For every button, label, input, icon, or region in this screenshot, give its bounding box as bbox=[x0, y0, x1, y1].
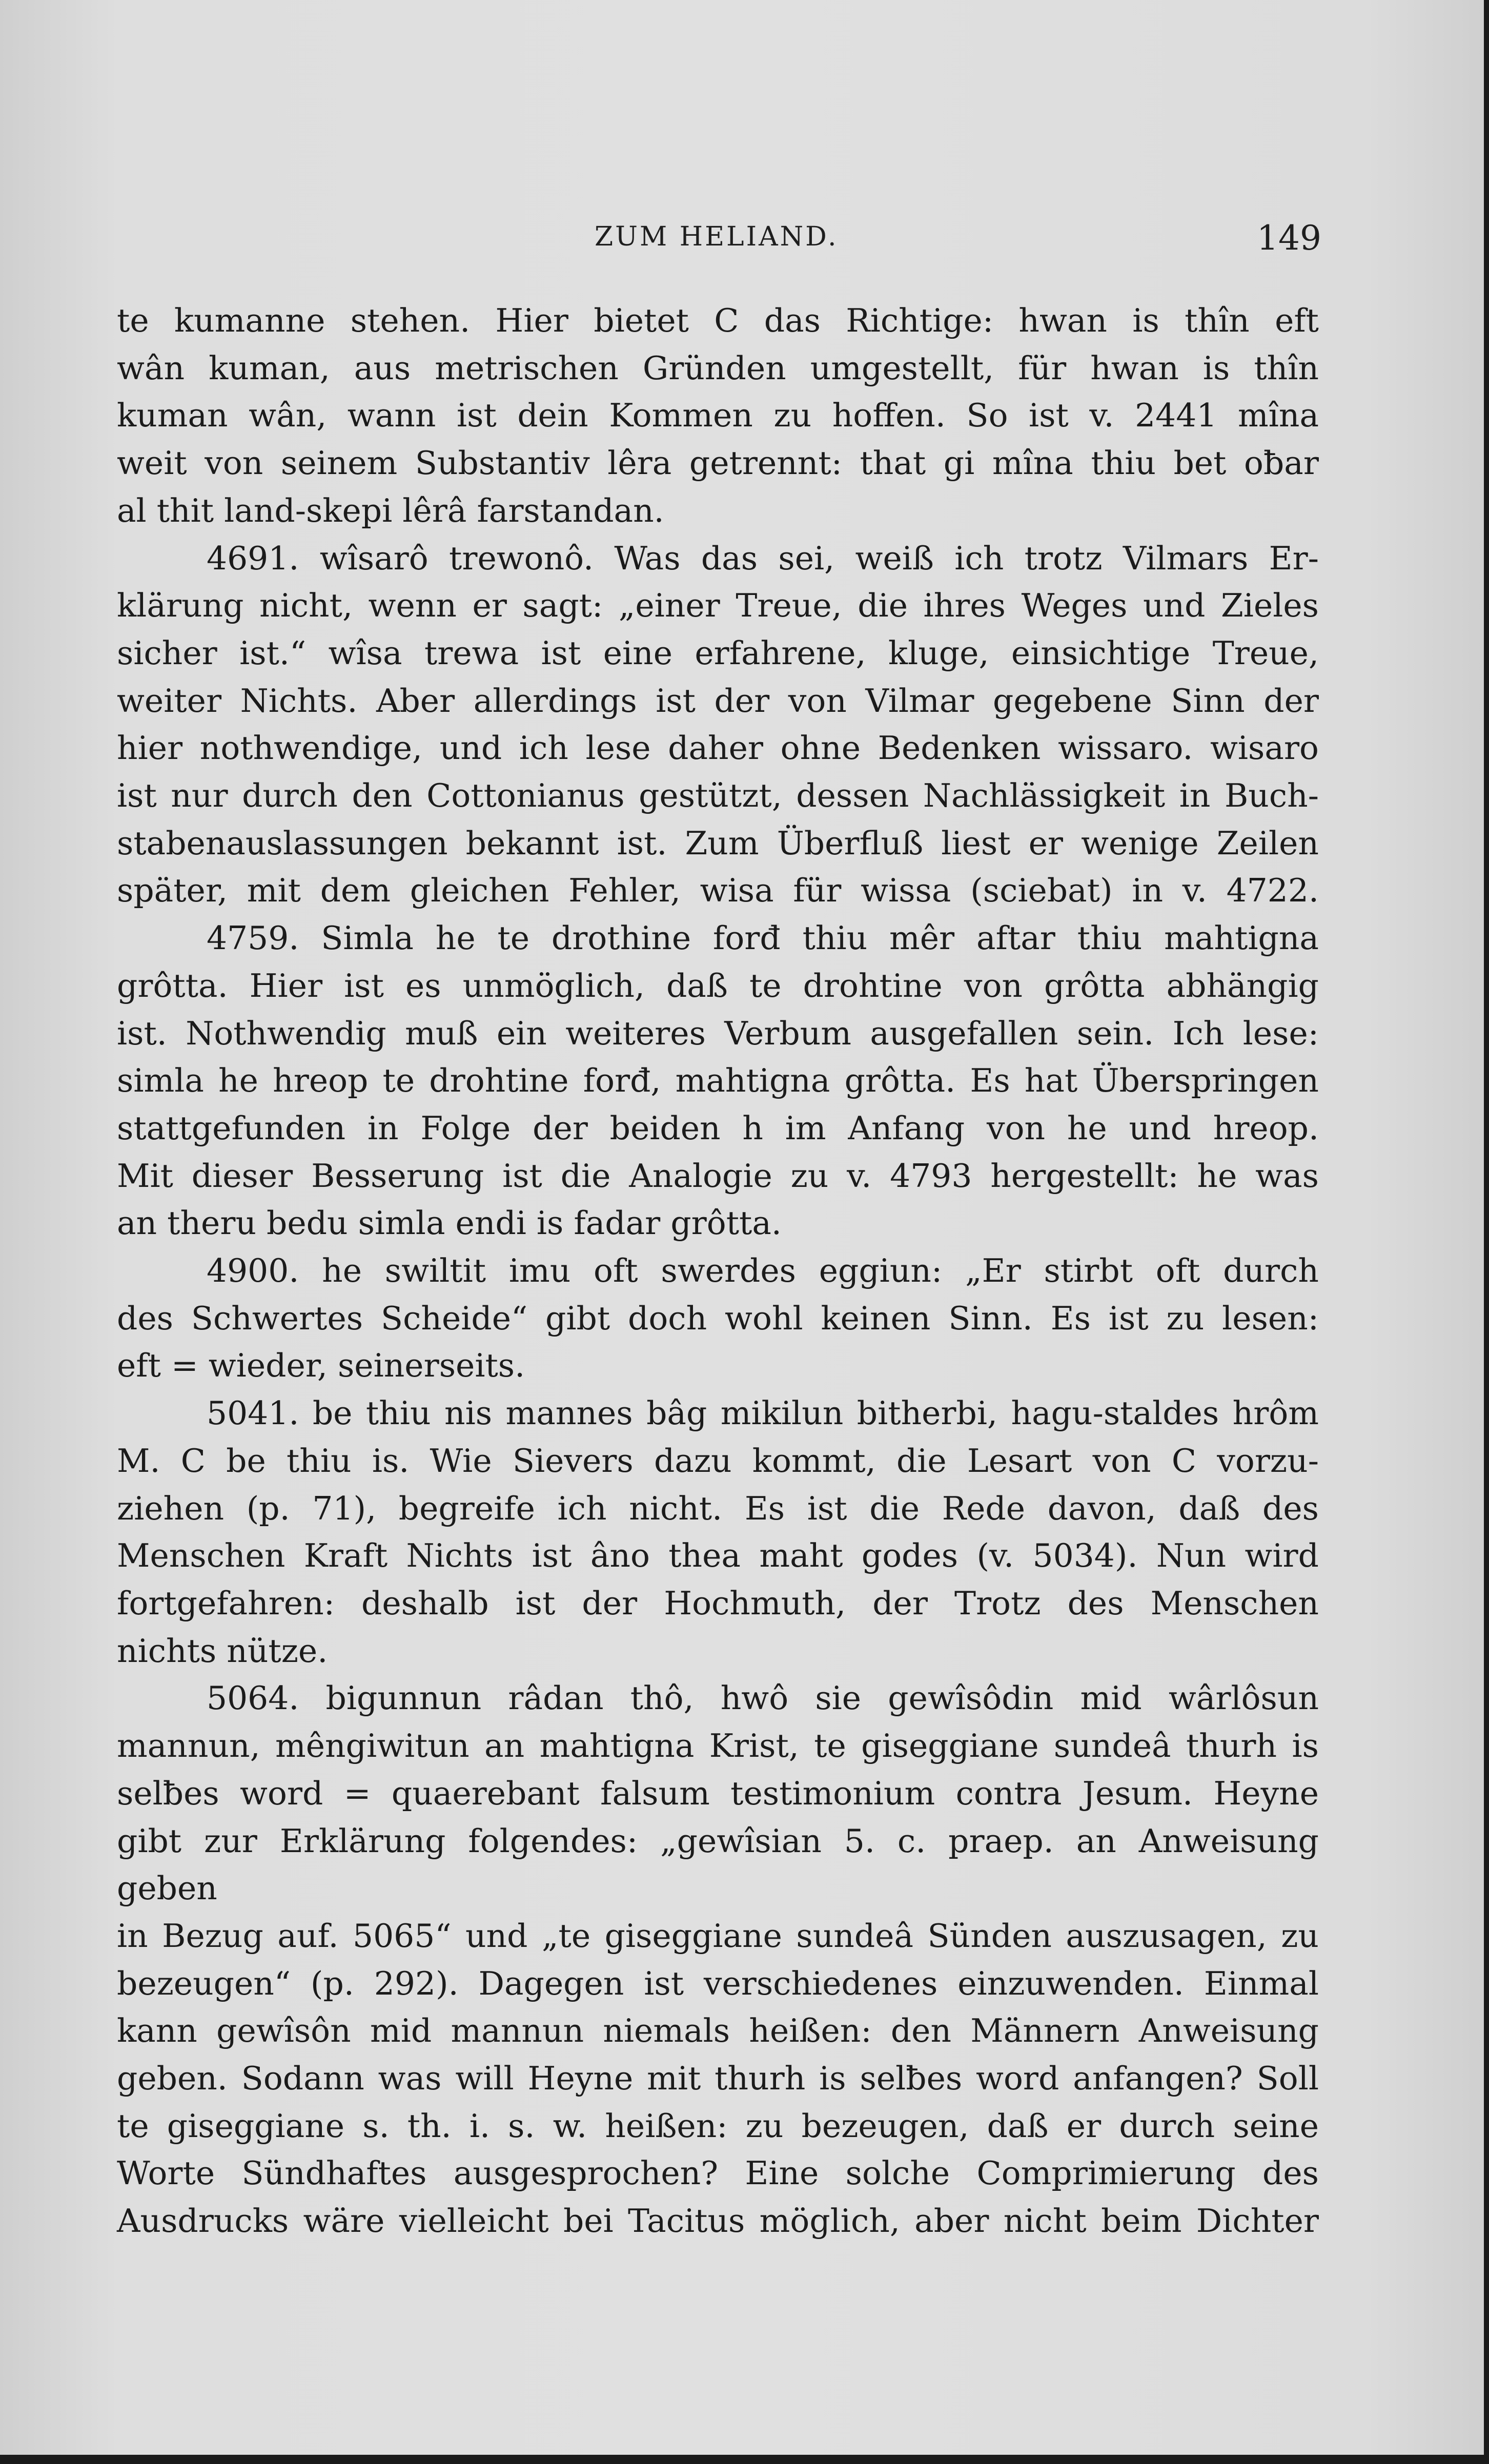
text-line: 4900. he swiltit imu oft swerdes eggiun: „Er stirbt oft durch bbox=[207, 1252, 1319, 1290]
text-line: 5064. bigunnun râdan thô, hwô sie gewîsôdin mid wârlôsun bbox=[207, 1679, 1319, 1717]
text-line: Ausdrucks wäre vielleicht bei Tacitus möglich, aber nicht beim Dichter bbox=[117, 2202, 1319, 2240]
text-line: stattgefunden in Folge der beiden h im Anfang von he und hreop. bbox=[117, 1109, 1319, 1147]
running-title: ZUM HELIAND. bbox=[595, 221, 839, 252]
text-line: M. C be thiu is. Wie Sievers dazu kommt, die Lesart von C vorzu- bbox=[117, 1442, 1319, 1480]
text-line: gibt zur Erklärung folgendes: „gewîsian 5. c. praep. an Anweisung geben bbox=[117, 1822, 1319, 1907]
text-line: später, mit dem gleichen Fehler, wisa für wissa (sciebat) in v. 4722. bbox=[117, 872, 1319, 910]
text-line: mannun, mêngiwitun an mahtigna Krist, te giseggiane sundeâ thurh is bbox=[117, 1727, 1319, 1765]
page-edge-shadow bbox=[1484, 0, 1489, 2464]
text-line: eft = wieder, seinerseits. bbox=[117, 1347, 525, 1385]
text-line: 4691. wîsarô trewonô. Was das sei, weiß ich trotz Vilmars Er- bbox=[207, 539, 1319, 577]
text-line: ist. Nothwendig muß ein weiteres Verbum ausgefallen sein. Ich lese: bbox=[117, 1014, 1319, 1052]
text-line: fortgefahren: deshalb ist der Hochmuth, der Trotz des Menschen bbox=[117, 1584, 1319, 1622]
text-line: bezeugen“ (p. 292). Dagegen ist verschiedenes einzuwenden. Einmal bbox=[117, 1964, 1319, 2002]
text-line: grôtta. Hier ist es unmöglich, daß te drohtine von grôtta abhängig bbox=[117, 967, 1319, 1004]
running-head bbox=[0, 218, 1489, 268]
text-line: kuman wân, wann ist dein Kommen zu hoffen. So ist v. 2441 mîna bbox=[117, 397, 1319, 435]
text-line: in Bezug auf. 5065“ und „te giseggiane sundeâ Sünden auszusagen, zu bbox=[117, 1917, 1319, 1955]
page-edge-shadow bbox=[0, 2455, 1489, 2464]
text-line: klärung nicht, wenn er sagt: „einer Treue, die ihres Weges und Zieles bbox=[117, 587, 1319, 625]
text-line: 5041. be thiu nis mannes bâg mikilun bitherbi, hagu-staldes hrôm bbox=[207, 1394, 1319, 1432]
text-line: ist nur durch den Cottonianus gestützt, dessen Nachlässigkeit in Buch- bbox=[117, 777, 1319, 815]
text-line: te giseggiane s. th. i. s. w. heißen: zu bezeugen, daß er durch seine bbox=[117, 2107, 1319, 2145]
text-line: Mit dieser Besserung ist die Analogie zu v. 4793 hergestellt: he was bbox=[117, 1157, 1319, 1195]
text-line: simla he hreop te drohtine forđ, mahtigna grôtta. Es hat Überspringen bbox=[117, 1062, 1319, 1100]
body-text bbox=[117, 297, 1319, 2245]
text-line: al thit land-skepi lêrâ farstandan. bbox=[117, 491, 664, 529]
text-line: stabenauslassungen bekannt ist. Zum Überfluß liest er wenige Zeilen bbox=[117, 824, 1319, 862]
text-line: kann gewîsôn mid mannun niemals heißen: den Männern Anweisung bbox=[117, 2012, 1319, 2050]
text-line: hier nothwendige, und ich lese daher ohne Bedenken wissaro. wisaro bbox=[117, 729, 1319, 767]
page-number: 149 bbox=[1257, 218, 1321, 258]
text-line: wân kuman, aus metrischen Gründen umgestellt, für hwan is thîn bbox=[117, 349, 1319, 387]
text-line: weit von seinem Substantiv lêra getrennt: that gi mîna thiu bet oƀar bbox=[117, 444, 1319, 482]
text-line: ziehen (p. 71), begreife ich nicht. Es ist die Rede davon, daß des bbox=[117, 1489, 1319, 1527]
text-line: te kumanne stehen. Hier bietet C das Richtige: hwan is thîn eft bbox=[117, 302, 1319, 339]
text-line: nichts nütze. bbox=[117, 1632, 328, 1670]
text-line: geben. Sodann was will Heyne mit thurh is selƀes word anfangen? Soll bbox=[117, 2060, 1319, 2098]
text-line: selƀes word = quaerebant falsum testimonium contra Jesum. Heyne bbox=[117, 1774, 1319, 1812]
text-line: 4759. Simla he te drothine forđ thiu mêr aftar thiu mahtigna bbox=[207, 919, 1319, 957]
text-line: Worte Sündhaftes ausgesprochen? Eine solche Comprimierung des bbox=[117, 2154, 1319, 2192]
text-line: des Schwertes Scheide“ gibt doch wohl keinen Sinn. Es ist zu lesen: bbox=[117, 1299, 1319, 1337]
text-line: weiter Nichts. Aber allerdings ist der von Vilmar gegebene Sinn der bbox=[117, 682, 1319, 720]
text-line: sicher ist.“ wîsa trewa ist eine erfahrene, kluge, einsichtige Treue, bbox=[117, 634, 1319, 672]
text-line: an theru bedu simla endi is fadar grôtta. bbox=[117, 1204, 782, 1242]
text-line: Menschen Kraft Nichts ist âno thea maht godes (v. 5034). Nun wird bbox=[117, 1537, 1319, 1575]
